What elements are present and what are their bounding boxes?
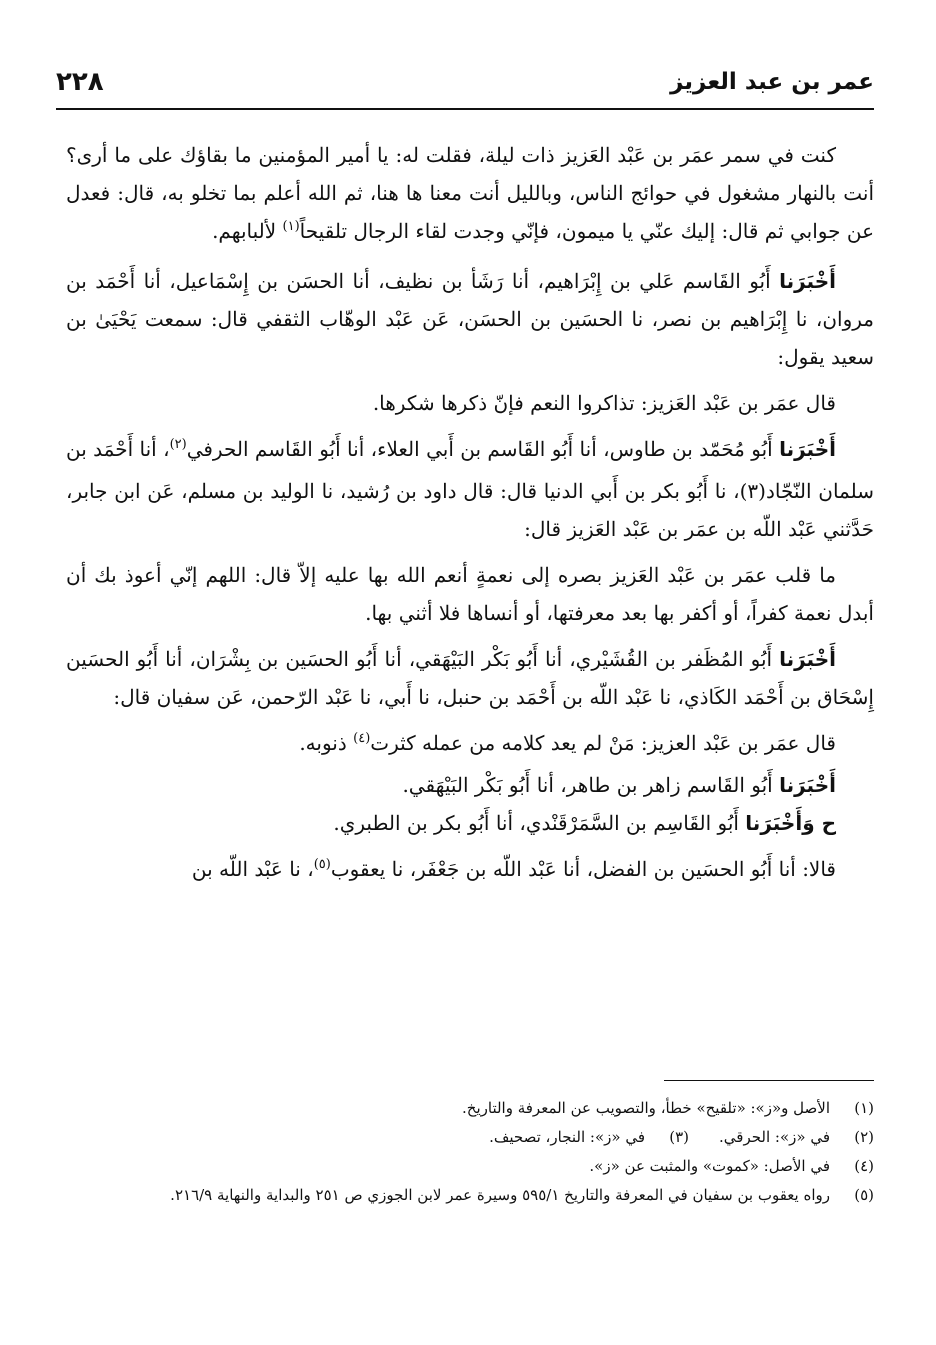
footnote-number: (٥)	[854, 1186, 874, 1204]
paragraph-text: كنت في سمر عمَر بن عَبْد العَزيز ذات ليلة، فقلت له: يا أمير المؤمنين ما بقاؤك على ما أرى؟ أنت بالنهار مشغول في حوائج الناس، وبالليل أنت معنا ها هنا، ثم الله أعلم بما تخلو به، قال: فعدل عن جوابي ثم قال: إليك عنّي يا ميمون، فإنّي وجدت لقاء الرجال تلقيحاً	[66, 143, 874, 243]
page-number: ٢٢٨	[56, 67, 104, 97]
footnote	[66, 1094, 874, 1123]
main-text	[66, 136, 874, 900]
footnote	[66, 1181, 874, 1210]
paragraph-text: أَبُو القَاسم زاهر بن طاهر، أنا أَبُو بَكْر البَيْهَقي.	[402, 773, 780, 797]
paragraph-text: قال عمَر بن عَبْد العَزيز: تذاكروا النعم فإنّ ذكرها شكرها.	[372, 391, 836, 415]
footnote-text: في «ز»: النجار، تصحيف.	[489, 1128, 645, 1146]
footnote-number: (٤)	[854, 1157, 874, 1175]
paragraph-text: أَبُو المُظَفر بن القُشَيْري، أنا أَبُو بَكْر البَيْهَقي، أنا أَبُو الحسَين بن بِشْرَان، أنا أَبُو الحسَين إِسْحَاق بن أَحْمَد الكَاذي، نا عَبْد اللّه بن أَحْمَد بن حنبل، نا أَبي، نا عَبْد الرّحمن، عَن سفيان قال:	[66, 647, 874, 709]
page-header	[56, 60, 874, 104]
paragraph-text: قالا: أنا أَبُو الحسَين بن الفضل، أنا عَبْد اللّه بن جَعْفَر، نا يعقوب	[330, 857, 836, 881]
footnote-text: رواه يعقوب بن سفيان في المعرفة والتاريخ ٥٩٥/١ وسيرة عمر لابن الجوزي ص ٢٥١ والبداية والنهاية ٢١٦/٩.	[170, 1186, 830, 1204]
footnotes	[66, 1094, 874, 1210]
paragraph	[66, 556, 874, 632]
isnad-paragraph	[66, 766, 874, 804]
isnad-paragraph	[66, 262, 874, 376]
lead-word: أَخْبَرَنا	[779, 773, 836, 797]
footnote-ref: (٤)	[353, 731, 371, 746]
lead-word: أَخْبَرَنا	[779, 269, 836, 293]
isnad-paragraph	[66, 430, 874, 548]
footnote-ref: (٥)	[313, 857, 331, 872]
paragraph-text: ما قلب عمَر بن عَبْد العَزيز بصره إلى نعمةٍ أنعم الله بها عليه إلاّ قال: اللهم إنّي أعوذ بك أن أبدل نعمة كفراً، أو أكفر بها بعد معرفتها، أو أنساها فلا أثني بها.	[66, 563, 874, 625]
footnote-row	[66, 1123, 874, 1152]
paragraph-tail: لألبابهم.	[212, 219, 283, 243]
header-rule	[56, 108, 874, 110]
lead-word: أَخْبَرَنا	[779, 647, 836, 671]
isnad-paragraph	[66, 804, 874, 842]
running-title: عمر بن عبد العزيز	[670, 69, 874, 95]
footnote-number: (٢)	[854, 1128, 874, 1146]
lead-word: ح وَأَخْبَرَنا	[745, 811, 836, 835]
lead-word: أَخْبَرَنا	[779, 437, 836, 461]
paragraph	[66, 136, 874, 254]
footnote-number: (٣)	[669, 1128, 689, 1146]
paragraph	[66, 850, 874, 892]
footnote-text: في الأصل: «كموت» والمثبت عن «ز».	[589, 1157, 830, 1175]
paragraph-text: أَبُو القَاسم عَلي بن إِبْرَاهيم، أنا رَشَأ بن نظيف، أنا الحسَن بن إِسْمَاعيل، أنا أَحْمَد بن مروان، نا إِبْرَاهيم بن نصر، نا الحسَين بن الحسَن، عَن عَبْد الوهّاب الثقفي قال: سمعت يَحْيَىٰ بن سعيد يقول:	[66, 269, 874, 369]
footnote-ref: (٢)	[169, 437, 187, 452]
footnote-text: الأصل و«ز»: «تلقيح» خطأ، والتصويب عن المعرفة والتاريخ.	[462, 1099, 830, 1117]
footnote	[489, 1123, 689, 1152]
paragraph-tail: ، نا عَبْد اللّه بن	[191, 857, 314, 881]
paragraph	[66, 384, 874, 422]
paragraph-tail: ذنوبه.	[299, 731, 354, 755]
footnote	[719, 1123, 874, 1152]
isnad-paragraph	[66, 640, 874, 716]
footnote-ref: (١)	[282, 219, 300, 234]
paragraph	[66, 724, 874, 766]
paragraph-text: أَبُو القَاسِم بن السَّمَرْقَنْدي، أنا أَبُو بكر بن الطبري.	[333, 811, 746, 835]
paragraph-text: قال عمَر بن عَبْد العزيز: مَنْ لم يعد كلامه من عمله كثرت	[370, 731, 836, 755]
footnote-rule	[664, 1080, 874, 1081]
paragraph-text: أَبُو مُحَمّد بن طاوس، أنا أَبُو القَاسم بن أَبي العلاء، أنا أَبُو القَاسم الحرفي	[186, 437, 780, 461]
footnote	[66, 1152, 874, 1181]
footnote-text: في «ز»: الحرقي.	[719, 1128, 830, 1146]
paragraph-tail: ، أنا أَحْمَد بن سلمان النّجّاد(٣)، نا أَبُو بكر بن أَبي الدنيا قال: قال داود بن رُشيد، نا الوليد بن مسلم، عَن ابن جابر، حَدَّثني عَبْد اللّه بن عمَر بن عَبْد العَزيز قال:	[66, 437, 874, 541]
footnote-number: (١)	[854, 1099, 874, 1117]
